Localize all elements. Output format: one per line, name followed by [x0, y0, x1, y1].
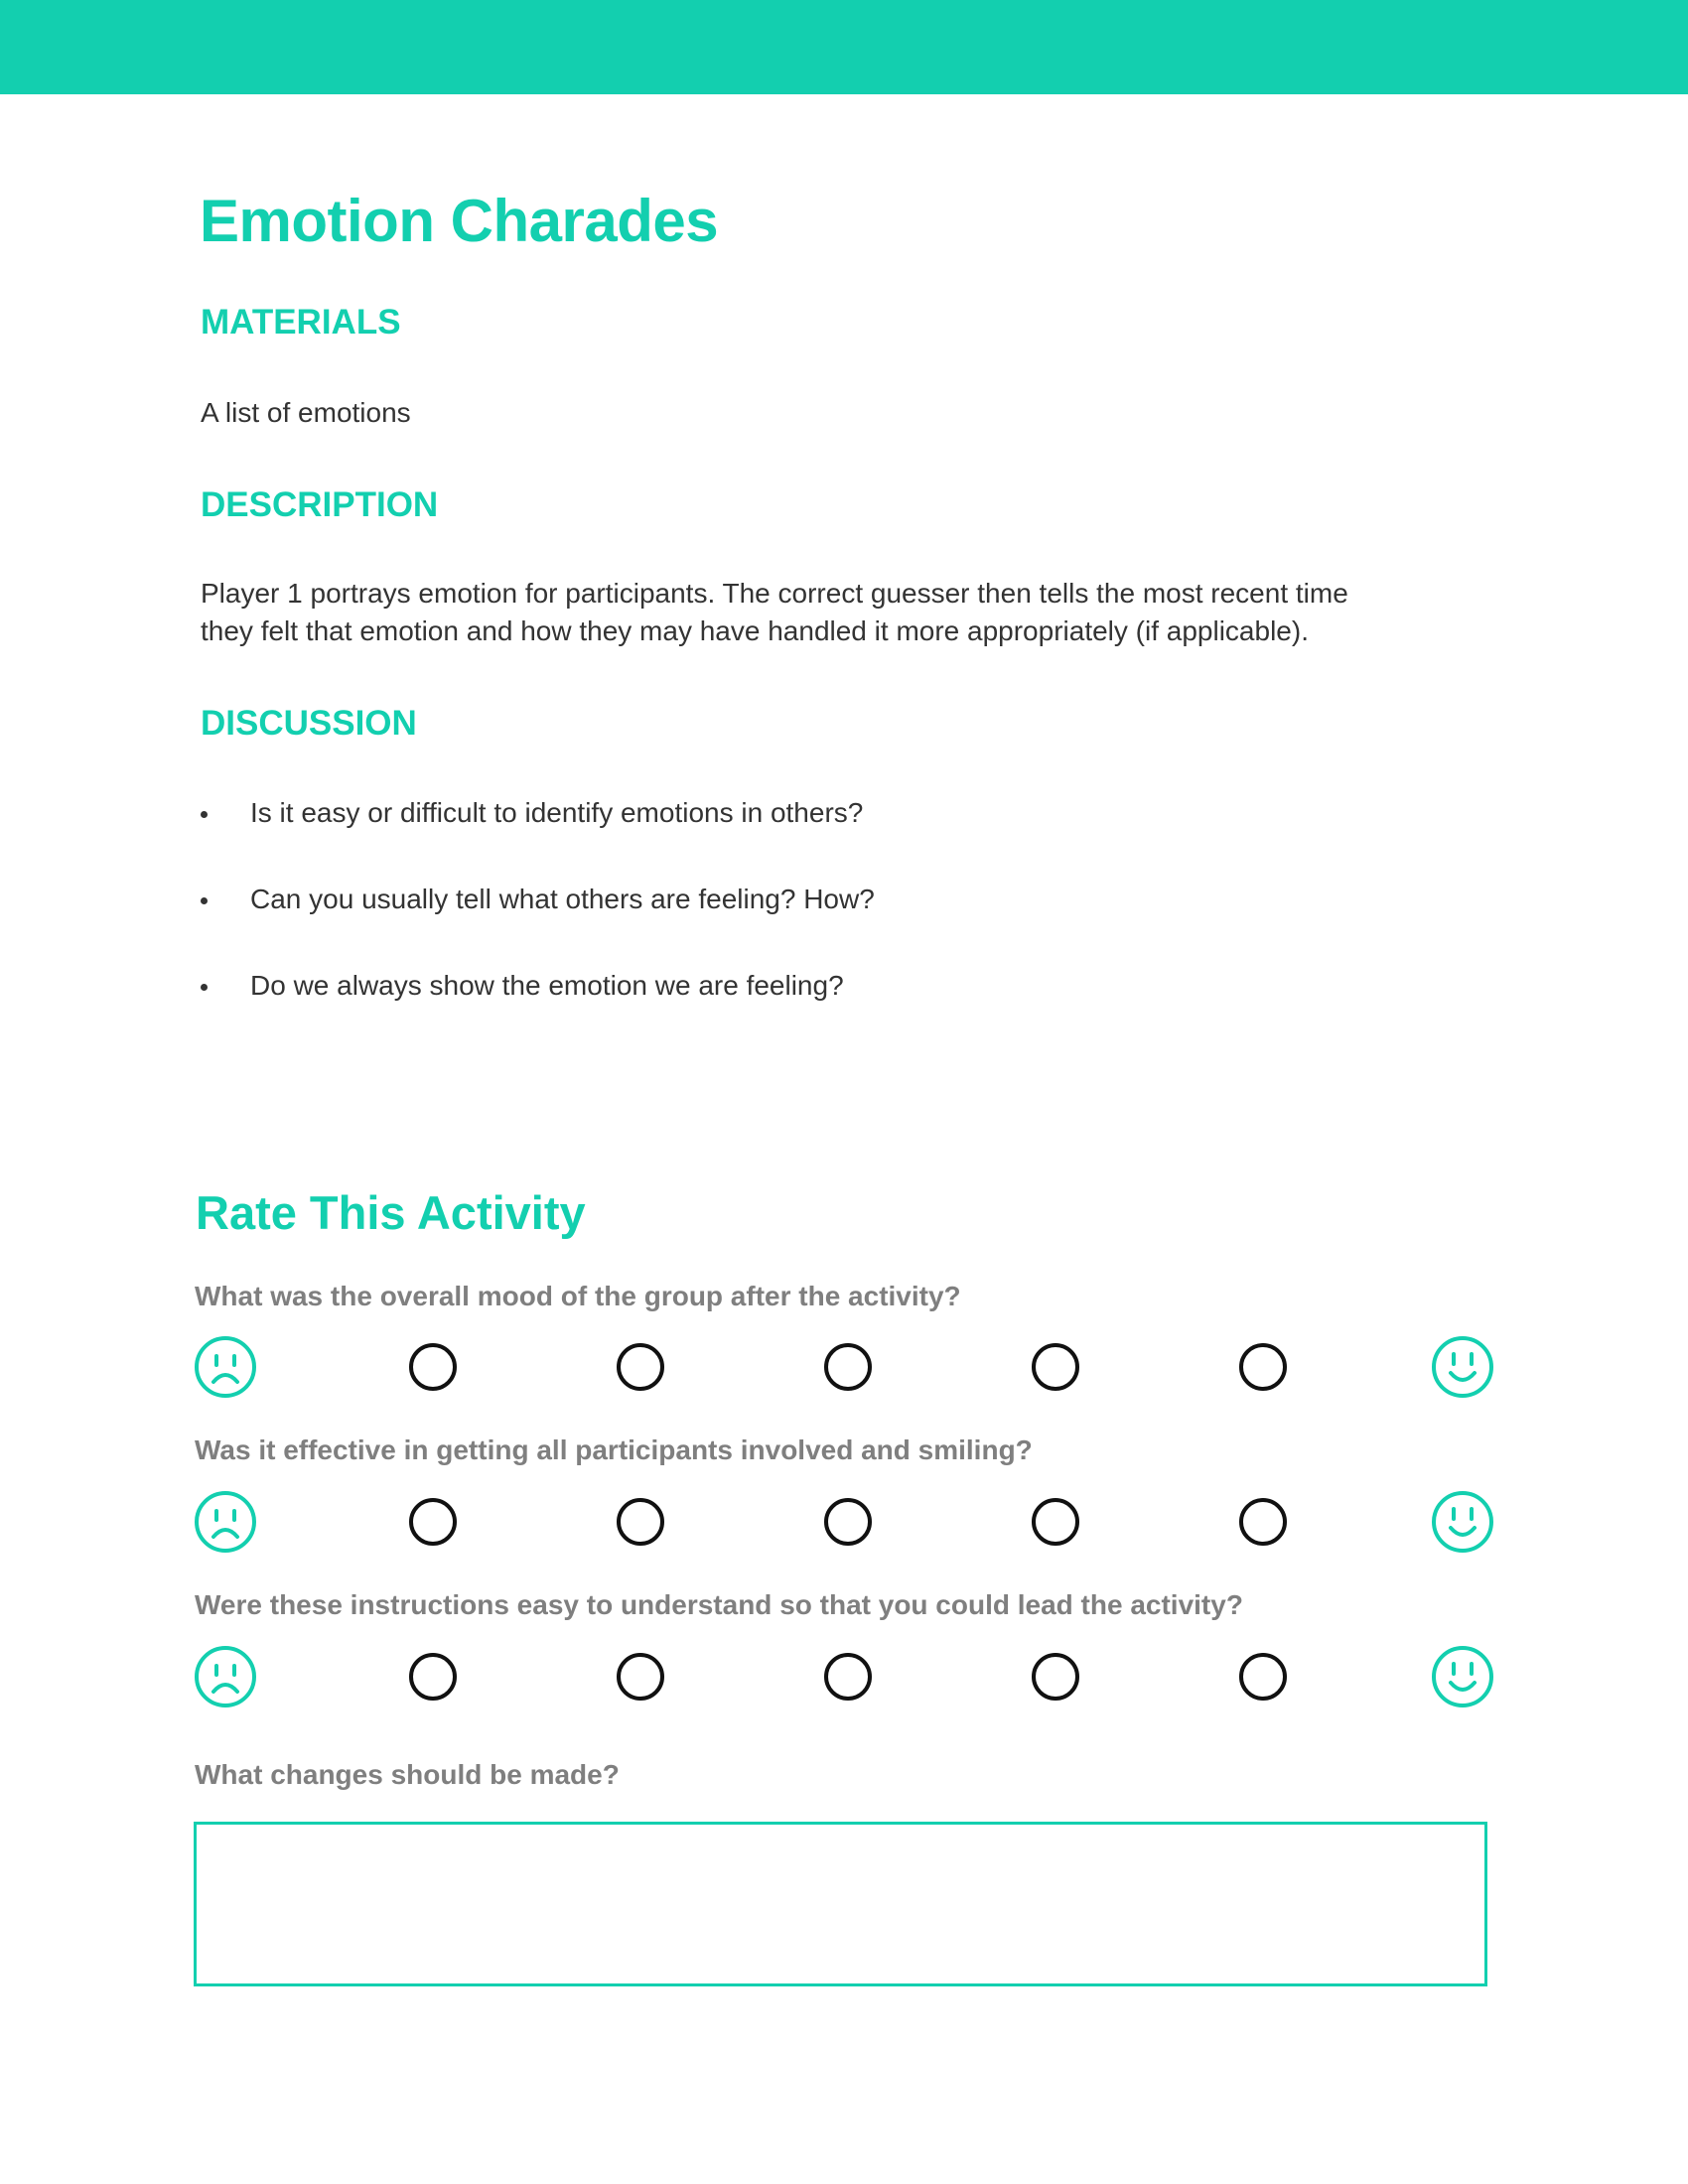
rating-radio-3[interactable]: [609, 1335, 672, 1399]
discussion-list: [201, 794, 875, 1053]
rating-radio-3[interactable]: [609, 1645, 672, 1708]
smiley-face-icon[interactable]: [1431, 1335, 1494, 1399]
rating-radio-2[interactable]: [401, 1645, 465, 1708]
discussion-heading: DISCUSSION: [201, 704, 417, 743]
rating-scale-2: [194, 1490, 1494, 1554]
bullet-icon: [201, 897, 208, 904]
bullet-icon: [201, 984, 208, 991]
smiley-face-icon[interactable]: [1431, 1645, 1494, 1708]
bullet-icon: [201, 811, 208, 818]
discussion-item-text: Can you usually tell what others are feeling? How?: [250, 884, 875, 914]
sad-face-icon[interactable]: [194, 1490, 257, 1554]
rating-radio-3[interactable]: [609, 1490, 672, 1554]
materials-text: A list of emotions: [201, 397, 411, 428]
description-heading: DESCRIPTION: [201, 485, 439, 524]
discussion-item: [201, 881, 875, 967]
rating-radio-4[interactable]: [816, 1490, 880, 1554]
rating-radio-6[interactable]: [1231, 1645, 1295, 1708]
description-line-2: they felt that emotion and how they may have handled it more appropriately (if applicable).: [201, 615, 1309, 646]
rate-activity-heading: Rate This Activity: [196, 1186, 586, 1239]
materials-heading: MATERIALS: [201, 303, 401, 341]
discussion-item: [201, 967, 875, 1053]
rating-radio-2[interactable]: [401, 1490, 465, 1554]
discussion-item-text: Do we always show the emotion we are feeling?: [250, 970, 844, 1001]
rating-question-2: Was it effective in getting all participants involved and smiling?: [195, 1434, 1033, 1465]
rating-question-3: Were these instructions easy to understand so that you could lead the activity?: [195, 1589, 1243, 1620]
rating-radio-5[interactable]: [1024, 1335, 1087, 1399]
header-bar: [0, 0, 1688, 94]
changes-text-box[interactable]: [194, 1822, 1487, 1986]
rating-radio-6[interactable]: [1231, 1490, 1295, 1554]
page-title: Emotion Charades: [200, 188, 719, 254]
rating-question-1: What was the overall mood of the group after the activity?: [195, 1281, 961, 1311]
description-text: [201, 575, 1348, 650]
rating-radio-4[interactable]: [816, 1335, 880, 1399]
rating-radio-5[interactable]: [1024, 1490, 1087, 1554]
rating-radio-2[interactable]: [401, 1335, 465, 1399]
discussion-item-text: Is it easy or difficult to identify emotions in others?: [250, 797, 864, 828]
sad-face-icon[interactable]: [194, 1335, 257, 1399]
sad-face-icon[interactable]: [194, 1645, 257, 1708]
description-line-1: Player 1 portrays emotion for participants. The correct guesser then tells the most recent time: [201, 578, 1348, 609]
rating-scale-3: [194, 1645, 1494, 1708]
rating-scale-1: [194, 1335, 1494, 1399]
smiley-face-icon[interactable]: [1431, 1490, 1494, 1554]
changes-question: What changes should be made?: [195, 1759, 620, 1790]
rating-radio-6[interactable]: [1231, 1335, 1295, 1399]
rating-radio-5[interactable]: [1024, 1645, 1087, 1708]
rating-radio-4[interactable]: [816, 1645, 880, 1708]
discussion-item: [201, 794, 875, 881]
